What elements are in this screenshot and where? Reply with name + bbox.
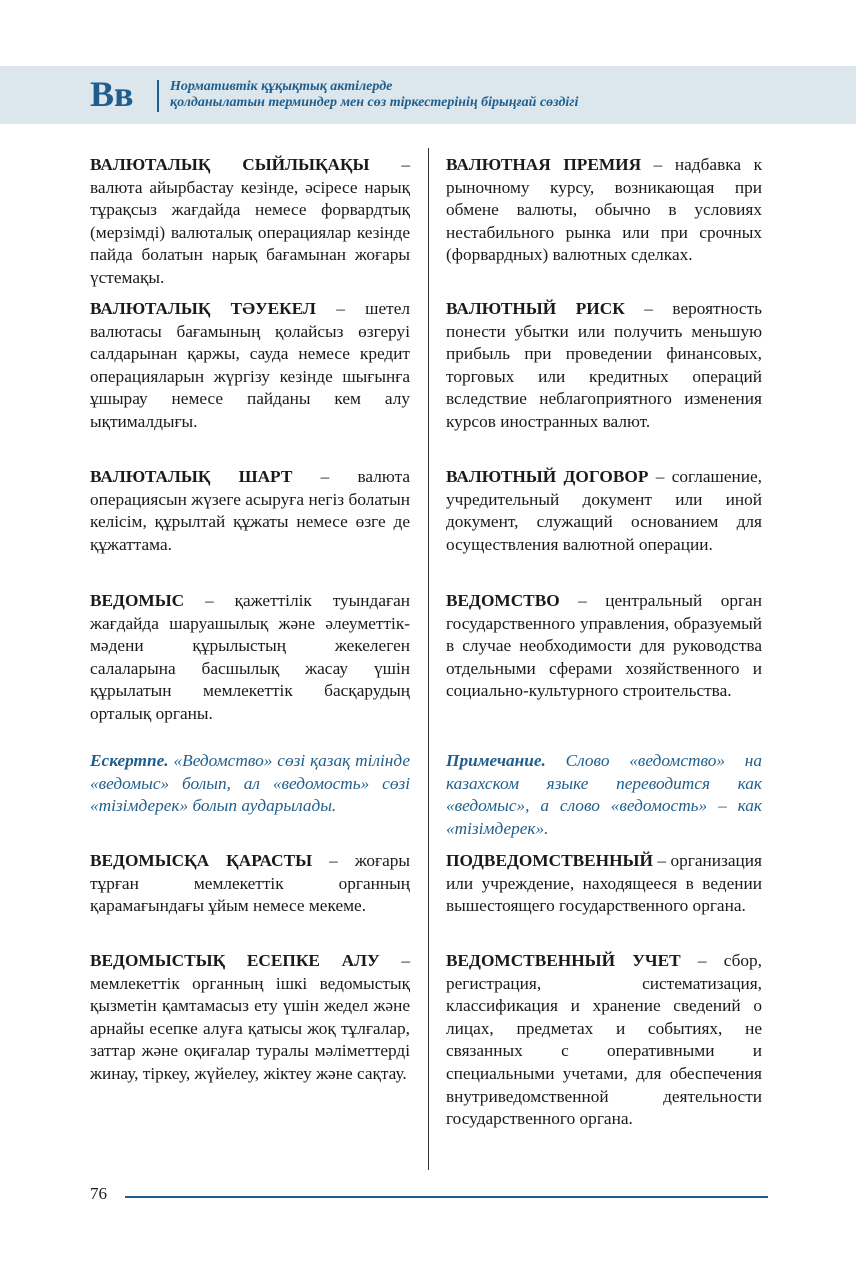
section-letter: Вв <box>90 74 134 114</box>
header-separator <box>157 80 159 112</box>
entry-definition: – қажеттілік туындаған жағдайда шаруашылық және әлеуметтік-мәдени құрылыстың жекелеген салаларына басшылық жасау үшін құрылатын мемлекеттік басқарудың орталық органы. <box>90 591 410 723</box>
header-title <box>170 79 578 111</box>
note-text: «Ведомство» сөзі қазақ тілінде «ведомыс» болып, ал «ведомость» сөзі «тізімдерек» болып аударылады. <box>90 751 410 816</box>
entry <box>90 298 410 434</box>
entry <box>90 850 410 918</box>
footer-rule <box>125 1196 768 1198</box>
entry-definition: – вероятность понести убытки или получить меньшую прибыль при проведении финансовых, торговых или кредитных операций вследствие неблагоприятного изменения курсов иностранных валют. <box>446 299 763 431</box>
entry-term: ВАЛЮТАЛЫҚ ШАРТ <box>90 467 293 486</box>
entry-term: ВЕДОМЫСҚА ҚАРАСТЫ <box>90 851 313 870</box>
entry-term: ВАЛЮТНЫЙ РИСК <box>446 299 625 318</box>
note-label: Примечание. <box>446 751 546 770</box>
entry <box>446 850 762 918</box>
entry <box>90 154 410 290</box>
entry <box>90 950 410 1086</box>
entry-definition: – жоғары тұрған мемлекеттік органның қарамағындағы ұйым немесе мекеме. <box>90 851 410 916</box>
entry-definition: – сбор, регистрация, систематизация, классификация и хранение сведений о лицах, предметах и событиях, не связанных с оперативными и специальными учетами, для обеспечения внутриведомственной деятельности государственного органа. <box>446 951 762 1129</box>
entry <box>446 590 762 703</box>
entry-term: ВЕДОМСТВЕННЫЙ УЧЕТ <box>446 951 681 970</box>
entry <box>446 950 762 1131</box>
entry-definition: – мемлекеттік органның ішкі ведомыстық қызметін қамтамасыз ету үшін жедел және арнайы есепке алуға қатысы жоқ тұлғалар, заттар және оқиғалар туралы мәліметтерді жинау, тіркеу, жүйелеу, жіктеу және сақтау. <box>90 951 410 1083</box>
entry-term: ВАЛЮТАЛЫҚ СЫЙЛЫҚАҚЫ <box>90 155 370 174</box>
entry <box>90 590 410 726</box>
entry <box>446 154 762 267</box>
entry-definition: – валюта операциясын жүзеге асыруға негіз болатын келісім, құрылтай құжаты немесе өзге де құжаттама. <box>90 467 410 554</box>
entry-term: ВЕДОМСТВО <box>446 591 560 610</box>
note <box>90 750 410 818</box>
entry-definition: – надбавка к рыночному курсу, возникающая при обмене валюты, обычно в условиях нестабильного рынка или при срочных (форвардных) валютных сделках. <box>446 155 763 265</box>
entry-term: ПОДВЕДОМСТВЕННЫЙ <box>446 851 653 870</box>
note <box>446 750 762 840</box>
note-text: Слово «ведомство» на казахском языке переводится как «ведомыс», а слово «ведомость» – как «тізімдерек». <box>446 751 762 838</box>
entry-term: ВАЛЮТАЛЫҚ ТӘУЕКЕЛ <box>90 299 316 318</box>
entry-definition: – соглашение, учредительный документ или иной документ, служащий основанием для осуществления валютной операции. <box>446 467 762 554</box>
entry <box>90 466 410 556</box>
note-label: Ескертпе. <box>90 751 169 770</box>
entry-definition: – валюта айырбастау кезінде, әсіресе нарық тұрақсыз жағдайда немесе форвардтық (мерзімді) валюталық операциялар кезінде пайда болатын нарық бағамынан жоғары үстемақы. <box>90 155 410 287</box>
entry-definition: – шетел валютасы бағамының қолайсыз өзгеруі салдарынан қаржы, сауда немесе кредит операцияларын жүргізу кезінде шығынға ұшырау немесе пайданы кем алу ықтималдығы. <box>90 299 411 431</box>
column-divider <box>428 148 429 1170</box>
page-number: 76 <box>90 1184 107 1203</box>
entry-term: ВЕДОМЫСТЫҚ ЕСЕПКЕ АЛУ <box>90 951 380 970</box>
entry-term: ВЕДОМЫС <box>90 591 185 610</box>
entry <box>446 298 762 434</box>
entry-term: ВАЛЮТНАЯ ПРЕМИЯ <box>446 155 642 174</box>
entry-term: ВАЛЮТНЫЙ ДОГОВОР <box>446 467 649 486</box>
entry <box>446 466 762 556</box>
header-title-line-1: Нормативтік құқықтық актілерде <box>170 79 393 94</box>
header-title-line-2: қолданылатын терминдер мен сөз тіркестерінің бірыңғай сөздігі <box>170 95 579 110</box>
entry-definition: – организация или учреждение, находящееся в ведении вышестоящего государственного органа. <box>446 851 762 916</box>
entry-definition: – центральный орган государственного управления, образуемый в случае необходимости для руководства отдельными сферами хозяйственного и социально-культурного строительства. <box>446 591 762 701</box>
